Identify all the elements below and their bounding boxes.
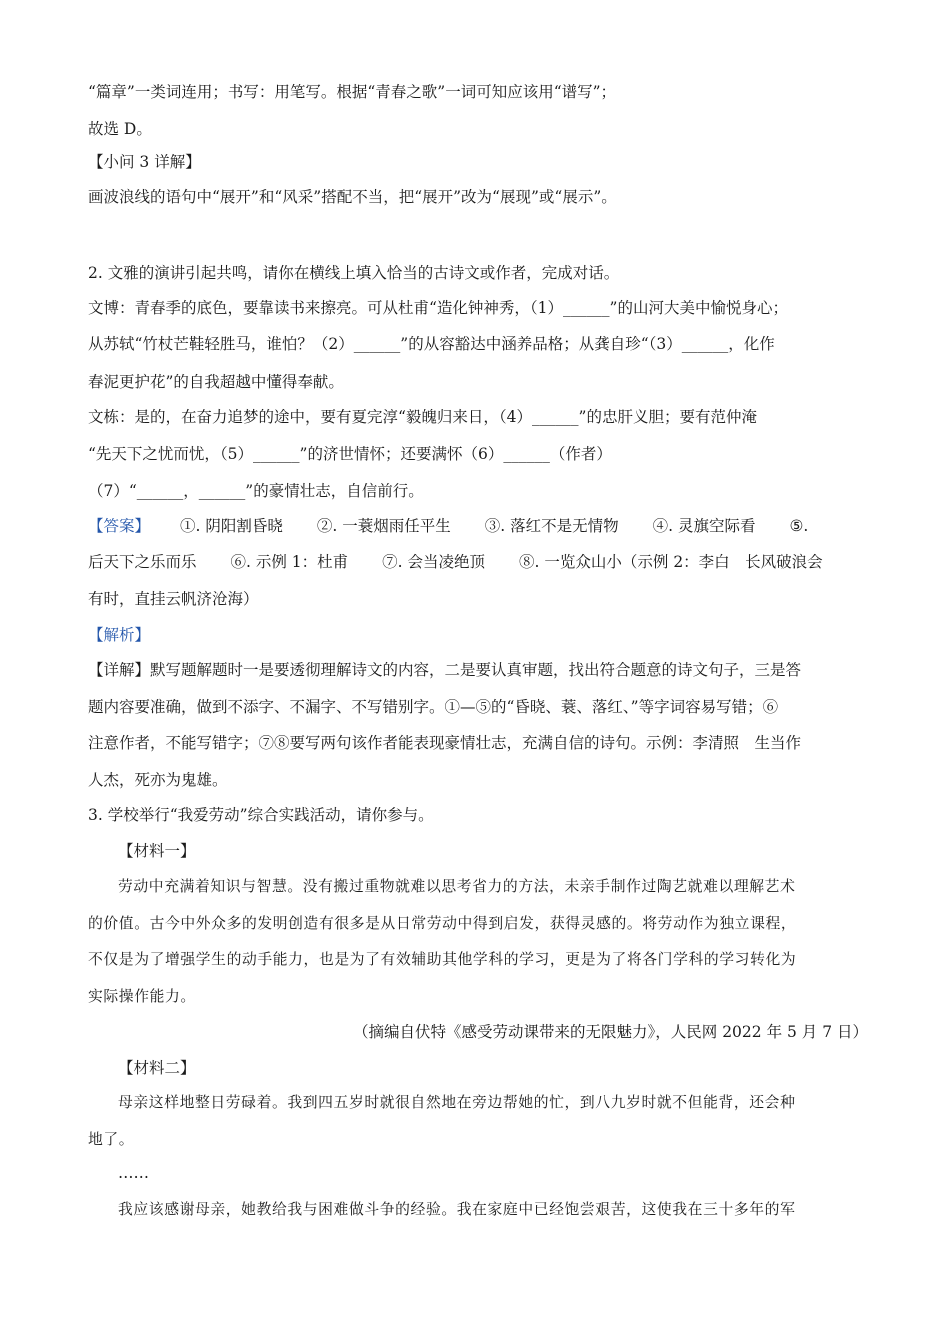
question-title: 3. 学校举行“我爱劳动”综合实践活动，请你参与。: [88, 806, 434, 824]
detail-line: [88, 660, 868, 680]
text-line: “篇章”一类词连用；书写：用笔写。根据“青春之歌”一词可知应该用“谱写”；: [88, 83, 617, 101]
material-source: （摘编自伏特《感受劳动课带来的无限魅力》，人民网 2022 年 5 月 7 日）: [353, 1023, 868, 1041]
material-line: 母亲这样地整日劳碌着。我到四五岁时就很自然地在旁边帮她的忙，到八九岁时就不但能背，还会种: [118, 1094, 796, 1111]
ellipsis: ……: [118, 1164, 149, 1182]
answer-line: 有时，直挂云帆济沧海）: [88, 590, 259, 608]
text-line: 人杰，死亦为鬼雄。: [88, 771, 228, 789]
analysis-label: 【解析】: [88, 626, 151, 644]
answer-item: ④. 灵旗空际看: [652, 517, 756, 535]
answer-line: [88, 552, 868, 572]
material-line: 劳动中充满着知识与智慧。没有搬过重物就难以思考省力的方法，未亲手制作过陶艺就难以理解艺术: [118, 878, 796, 895]
answer-item: ③. 落红不是无情物: [484, 517, 619, 535]
answer-label: 【答案】: [88, 517, 151, 535]
text-line: （7）“______，______”的豪情壮志，自信前行。: [88, 482, 424, 500]
text-line: 注意作者，不能写错字；⑦⑧要写两句该作者能表现豪情壮志，充满自信的诗句。示例：李清照 生当作: [88, 734, 802, 752]
answer-item: ⑥. 示例 1：杜甫: [230, 553, 349, 571]
material-line: 实际操作能力。: [88, 988, 196, 1005]
material-line: 的价值。古今中外众多的发明创造有很多是从日常劳动中得到启发，获得灵感的。将劳动作为独立课程，: [88, 915, 797, 932]
text-line: “先天下之忧而忧，（5）______”的济世情怀；还要满怀（6）______（作者）: [88, 445, 612, 463]
detail-label: 【详解】: [88, 661, 151, 679]
material-line: 我应该感谢母亲，她教给我与困难做斗争的经验。我在家庭中已经饱尝艰苦，这使我在三十多年的军: [118, 1201, 796, 1218]
answer-item: ②. 一蓑烟雨任平生: [316, 517, 451, 535]
text-line: 故选 D。: [88, 120, 152, 138]
material-label: 【材料一】: [118, 842, 196, 860]
material-label: 【材料二】: [118, 1059, 196, 1077]
detail-text: 默写题解题时一是要透彻理解诗文的内容，二是要认真审题，找出符合题意的诗文句子，三是答: [150, 661, 802, 679]
text-line: 画波浪线的语句中“展开”和“风采”搭配不当，把“展开”改为“展现”或“展示”。: [88, 188, 617, 206]
text-line: 题内容要准确，做到不添字、不漏字、不写错别字。①—⑤的“昏晓、蓑、落红、”等字词容易写错；⑥: [88, 698, 779, 716]
text-line: 春泥更护花”的自我超越中懂得奉献。: [88, 373, 344, 391]
answer-item: ⑦. 会当凌绝顶: [382, 553, 486, 571]
answer-item: ⑤.: [789, 517, 809, 535]
question-title: 2. 文雅的演讲引起共鸣，请你在横线上填入恰当的古诗文或作者，完成对话。: [88, 264, 620, 282]
answer-item: 后天下之乐而乐: [88, 553, 197, 571]
answer-item: ①. 阴阳割昏晓: [180, 517, 283, 535]
section-label: 【小问 3 详解】: [88, 153, 201, 171]
text-line: 从苏轼“竹杖芒鞋轻胜马，谁怕？（2）______”的从容豁达中涵养品格；从龚自珍“（3）______，化作: [88, 335, 775, 353]
text-line: 文栋：是的，在奋力追梦的途中，要有夏完淳“毅魄归来日，（4）______”的忠肝义胆；要有范仲淹: [88, 408, 757, 426]
material-line: 不仅是为了增强学生的动手能力，也是为了有效辅助其他学科的学习，更是为了将各门学科的学习转化为: [88, 951, 797, 968]
answer-item: ⑧. 一览众山小（示例 2：李白 长风破浪会: [519, 553, 823, 571]
text-line: 文博：青春季的底色，要靠读书来擦亮。可从杜甫“造化钟神秀，（1）______”的山河大美中愉悦身心；: [88, 299, 788, 317]
answer-line: [88, 516, 868, 536]
material-line: 地了。: [88, 1131, 135, 1148]
